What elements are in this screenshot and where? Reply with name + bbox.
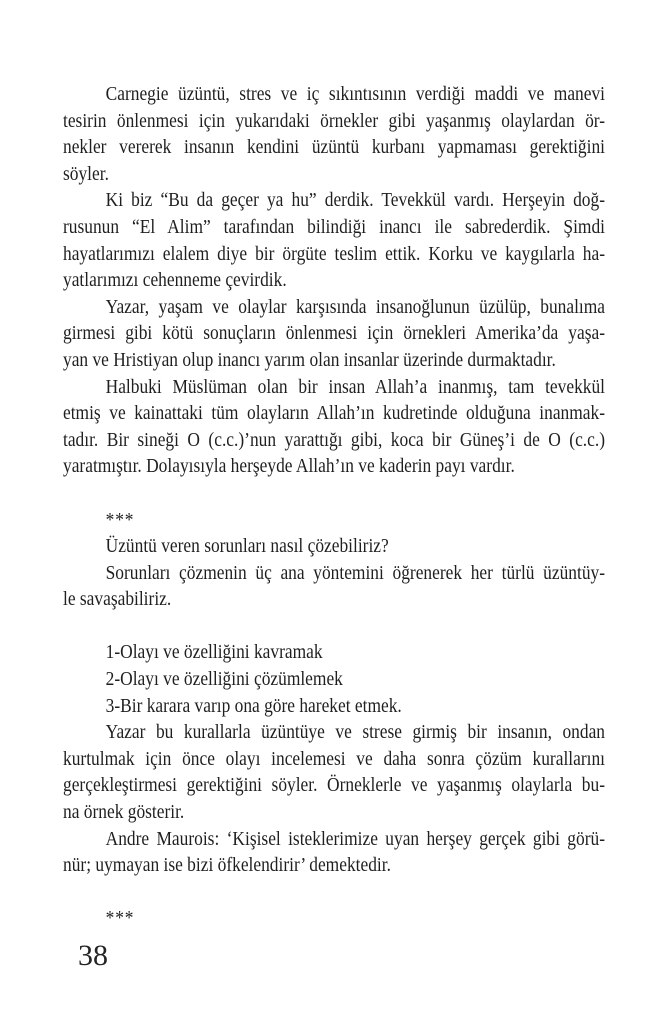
text-line: na örnek gösterir.: [63, 801, 185, 824]
paragraph: [63, 666, 605, 693]
paragraph: [63, 187, 605, 293]
section-separator: ***: [105, 907, 135, 930]
paragraph: [63, 81, 605, 187]
text-block: [63, 81, 605, 932]
paragraph: [63, 639, 605, 666]
text-line: Carnegie üzüntü, stres ve iç sıkıntısının verdiği maddi ve manevi: [105, 83, 606, 105]
text-line: Sorunları çözmenin üç ana yöntemini öğrenerek her türlü üzüntüy-: [105, 561, 606, 584]
text-line: Üzüntü veren sorunları nasıl çözebiliriz?: [105, 535, 389, 558]
text-line: hayatlarımızı elalem diye bir örgüte teslim ettik. Korku ve kaygılarla ha-: [63, 242, 606, 265]
text-line: 1-Olayı ve özelliğini kavramak: [105, 641, 323, 664]
text-line: gerçekleştirmesi gerektiğini söyler. Örneklerle ve yaşanmış olaylarla bu-: [63, 774, 606, 797]
text-line: Halbuki Müslüman olan bir insan Allah’a inanmış, tam tevekkül: [105, 375, 606, 398]
text-line: kurtulmak için önce olayı incelemesi ve daha sonra çözüm kurallarını: [63, 747, 606, 770]
text-line: Andre Maurois: ‘Kişisel isteklerimize uyan herşey gerçek gibi görü-: [105, 827, 606, 850]
text-line: nekler vererek insanın kendini üzüntü kurbanı yapmaması gerektiğini: [63, 136, 606, 159]
text-line: le savaşabiliriz.: [63, 588, 172, 611]
text-line: 2-Olayı ve özelliğini çözümlemek: [105, 668, 343, 691]
text-line: girmesi gibi kötü sonuçların önlenmesi için örnekleri Amerika’da yaşa-: [63, 322, 606, 345]
text-line: rusunun “El Alim” tarafından bilindiği inancı ile sabrederdik. Şimdi: [63, 215, 606, 238]
text-line: nür; uymayan ise bizi öfkelendirir’ demektedir.: [63, 854, 391, 877]
section-separator: ***: [105, 508, 135, 531]
text-line: tesirin önlenmesi için yukarıdaki örnekler gibi yaşanmış olaylardan ör-: [63, 109, 606, 132]
text-line: yatlarımızı cehenneme çevirdik.: [63, 269, 287, 292]
text-line: etmiş ve kainattaki tüm olayların Allah’ın kudretinde olduğuna inanmak-: [63, 402, 606, 425]
blank-line: [63, 613, 605, 640]
text-line: yaratmıştır. Dolayısıyla herşeyde Allah’ın ve kaderin payı vardır.: [63, 455, 515, 478]
text-line: tadır. Bir sineği O (c.c.)’nun yarattığı gibi, koca bir Güneş’i de O (c.c.): [63, 428, 606, 451]
paragraph: [63, 826, 605, 879]
text-line: Yazar bu kurallarla üzüntüye ve strese girmiş bir insanın, ondan: [105, 721, 606, 744]
paragraph: [63, 719, 605, 825]
page-number: 38: [78, 939, 108, 972]
blank-line: [63, 879, 605, 906]
paragraph: [63, 374, 605, 480]
text-line: Ki biz “Bu da geçer ya hu” derdik. Tevekkül vardı. Herşeyin doğ-: [105, 189, 606, 212]
text-line: yan ve Hristiyan olup inancı yarım olan insanlar üzerinde durmaktadır.: [63, 348, 556, 371]
text-line: 3-Bir karara varıp ona göre hareket etmek.: [105, 694, 402, 717]
text-line: söyler.: [63, 162, 109, 185]
paragraph: [63, 533, 605, 560]
paragraph: [63, 693, 605, 720]
blank-line: [63, 480, 605, 507]
paragraph: [63, 294, 605, 374]
text-line: Yazar, yaşam ve olaylar karşısında insanoğlunun üzülüp, bunalıma: [105, 295, 606, 318]
paragraph: [63, 560, 605, 613]
